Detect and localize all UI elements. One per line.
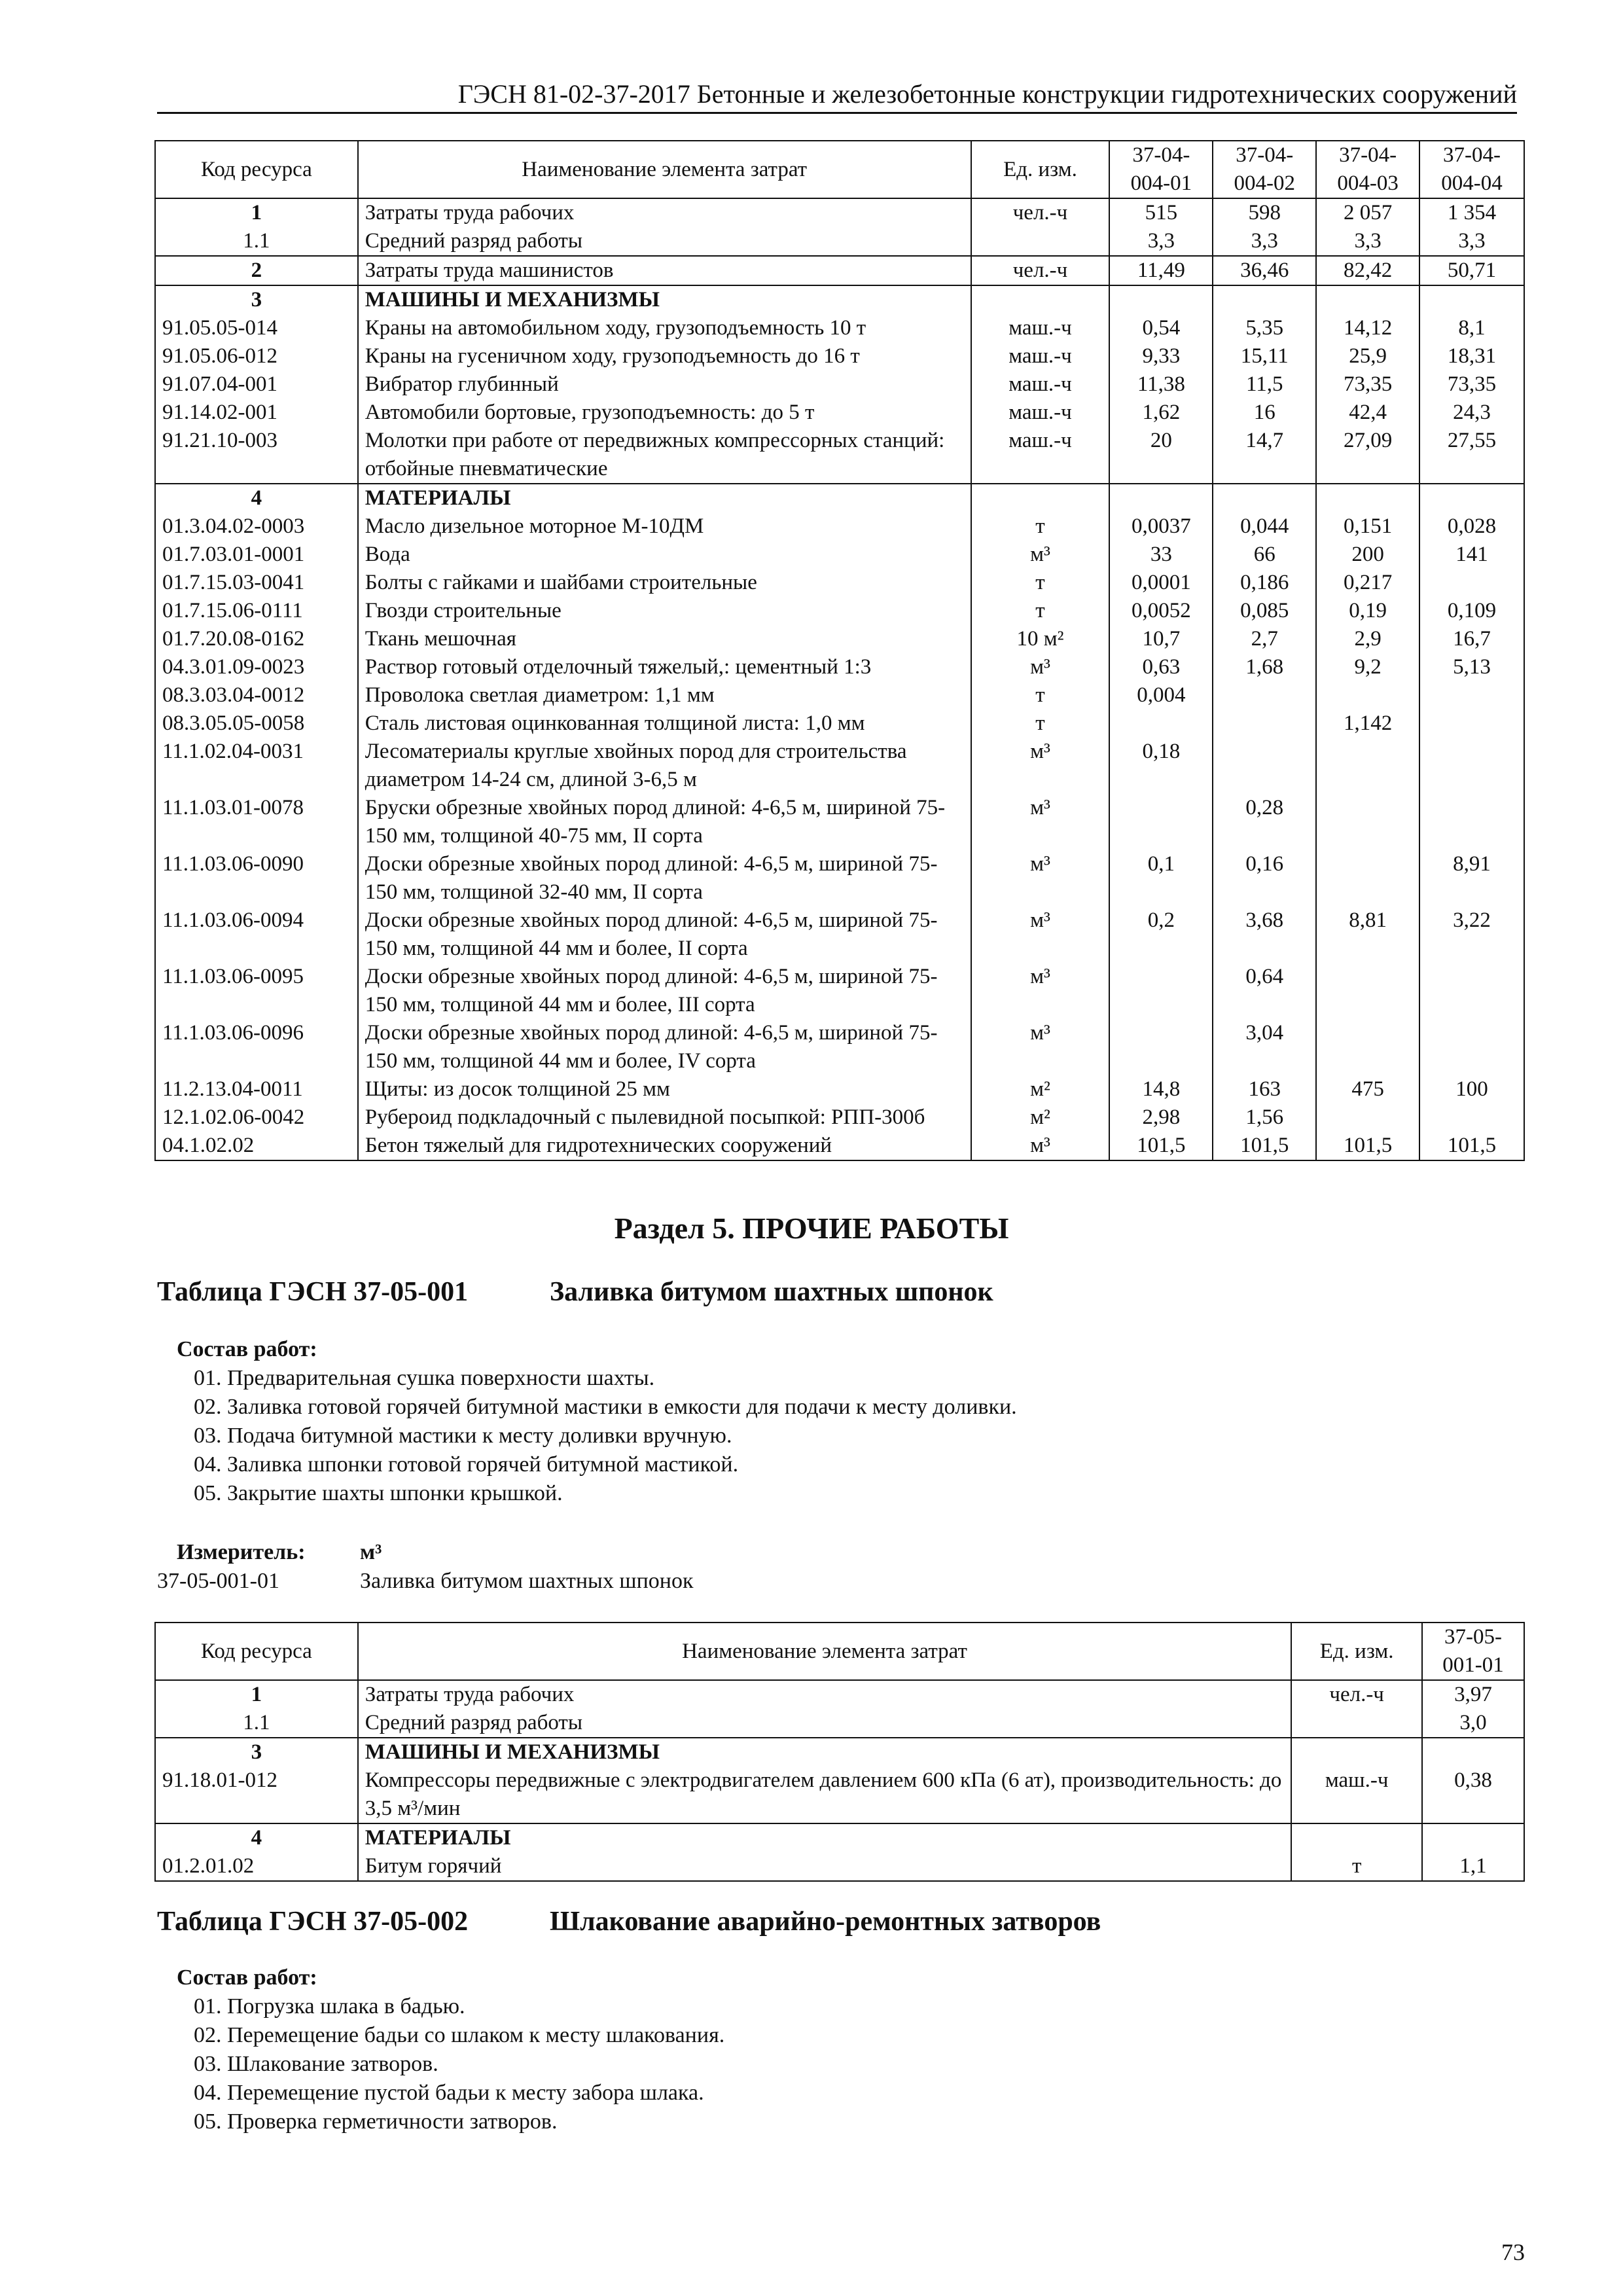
table-row <box>155 681 1524 709</box>
col-header-v4: 37-04-004-04 <box>1419 141 1524 198</box>
cell-value: 1,62 <box>1109 399 1213 427</box>
table-row <box>155 512 1524 541</box>
cell-name: Болты с гайками и шайбами строительные <box>358 569 971 597</box>
cell-value: 0,028 <box>1419 512 1524 541</box>
cell-unit: м³ <box>971 541 1110 569</box>
cell-value <box>1109 709 1213 738</box>
works-item: 01. Предварительная сушка поверхности шахты. <box>194 1366 655 1390</box>
cell-value <box>1316 963 1419 1019</box>
cell-name: Раствор готовый отделочный тяжелый,: цементный 1:3 <box>358 653 971 681</box>
cell-name: Вибратор глубинный <box>358 370 971 399</box>
cell-value: 200 <box>1316 541 1419 569</box>
cell-value <box>1109 963 1213 1019</box>
cell-name: Сталь листовая оцинкованная толщиной листа: 1,0 мм <box>358 709 971 738</box>
cell-value <box>1109 1019 1213 1075</box>
cell-value: 82,42 <box>1316 256 1419 285</box>
cell-unit: м³ <box>971 906 1110 963</box>
table-row <box>155 963 1524 1019</box>
cell-code: 01.7.15.06-0111 <box>155 597 358 625</box>
cell-name: Бруски обрезные хвойных пород длиной: 4-6,5 м, шириной 75-150 мм, толщиной 40-75 мм, II сорта <box>358 794 971 850</box>
works-item: 05. Закрытие шахты шпонки крышкой. <box>194 1481 563 1505</box>
cell-name: Средний разряд работы <box>358 1709 1291 1738</box>
cell-value: 9,2 <box>1316 653 1419 681</box>
cell-code: 1.1 <box>155 227 358 256</box>
measure-value: м³ <box>360 1540 382 1564</box>
cell-name: Краны на автомобильном ходу, грузоподъемность 10 т <box>358 314 971 342</box>
cell-name: Лесоматериалы круглые хвойных пород для строительства диаметром 14-24 см, длиной 3-6,5 м <box>358 738 971 794</box>
cell-code: 04.3.01.09-0023 <box>155 653 358 681</box>
cell-value <box>1213 681 1316 709</box>
cell-value: 0,2 <box>1109 906 1213 963</box>
table-row <box>155 484 1524 512</box>
cell-value: 73,35 <box>1316 370 1419 399</box>
col-header-name: Наименование элемента затрат <box>358 141 971 198</box>
table-title-37-05-002 <box>157 1906 1101 1937</box>
cell-value <box>1109 285 1213 314</box>
cell-unit: маш.-ч <box>1291 1767 1422 1823</box>
table-title-37-05-001 <box>157 1276 993 1308</box>
cell-name: Щиты: из досок толщиной 25 мм <box>358 1075 971 1103</box>
table-row <box>155 1823 1524 1852</box>
cell-unit: маш.-ч <box>971 370 1110 399</box>
cell-code: 91.05.06-012 <box>155 342 358 370</box>
cell-unit: м³ <box>971 1019 1110 1075</box>
cell-code: 4 <box>155 484 358 512</box>
works-item: 03. Шлакование затворов. <box>194 2052 438 2076</box>
measure-label: Измеритель: <box>177 1540 306 1564</box>
table-row <box>155 285 1524 314</box>
cell-value <box>1316 681 1419 709</box>
col-header-v2: 37-04-004-02 <box>1213 141 1316 198</box>
cell-unit: т <box>971 709 1110 738</box>
cell-value: 3,04 <box>1213 1019 1316 1075</box>
cell-name: Затраты труда машинистов <box>358 256 971 285</box>
cell-value: 9,33 <box>1109 342 1213 370</box>
cell-name: Бетон тяжелый для гидротехнических сооружений <box>358 1132 971 1160</box>
cell-name: Затраты труда рабочих <box>358 1680 1291 1709</box>
cell-value: 18,31 <box>1419 342 1524 370</box>
col-header-unit: Ед. изм. <box>971 141 1110 198</box>
cell-value <box>1316 285 1419 314</box>
cell-value: 515 <box>1109 198 1213 227</box>
cell-code: 91.21.10-003 <box>155 427 358 484</box>
table-row <box>155 399 1524 427</box>
cell-value: 16,7 <box>1419 625 1524 653</box>
cell-unit: т <box>1291 1852 1422 1881</box>
works-item: 02. Перемещение бадьи со шлаком к месту шлакования. <box>194 2023 725 2047</box>
cell-unit <box>1291 1738 1422 1767</box>
cell-value <box>1419 1019 1524 1075</box>
cell-name: Ткань мешочная <box>358 625 971 653</box>
cell-code: 01.7.20.08-0162 <box>155 625 358 653</box>
cell-value <box>1422 1823 1524 1852</box>
cell-name: Доски обрезные хвойных пород длиной: 4-6,5 м, шириной 75-150 мм, толщиной 44 мм и более, III сорта <box>358 963 971 1019</box>
cell-unit: т <box>971 597 1110 625</box>
cell-value: 0,0037 <box>1109 512 1213 541</box>
cell-value: 5,35 <box>1213 314 1316 342</box>
cell-name: Гвозди строительные <box>358 597 971 625</box>
cell-value <box>1419 709 1524 738</box>
section-title: Раздел 5. ПРОЧИЕ РАБОТЫ <box>614 1211 1009 1245</box>
cell-value: 101,5 <box>1109 1132 1213 1160</box>
works-item: 04. Перемещение пустой бадьи к месту забора шлака. <box>194 2081 704 2105</box>
cell-unit: м³ <box>971 963 1110 1019</box>
works-heading: Состав работ: <box>177 1965 317 1990</box>
cell-value: 0,085 <box>1213 597 1316 625</box>
cell-value: 25,9 <box>1316 342 1419 370</box>
cell-value: 8,81 <box>1316 906 1419 963</box>
cell-name: Молотки при работе от передвижных компрессорных станций: отбойные пневматические <box>358 427 971 484</box>
table-number: Таблица ГЭСН 37-05-002 <box>157 1907 469 1937</box>
cell-unit: маш.-ч <box>971 314 1110 342</box>
cell-code: 11.2.13.04-0011 <box>155 1075 358 1103</box>
cell-value: 1 354 <box>1419 198 1524 227</box>
cell-value <box>1419 738 1524 794</box>
table-row <box>155 1019 1524 1075</box>
cell-unit: маш.-ч <box>971 427 1110 484</box>
cell-value <box>1316 1103 1419 1132</box>
cell-value: 16 <box>1213 399 1316 427</box>
cell-name: Доски обрезные хвойных пород длиной: 4-6,5 м, шириной 75-150 мм, толщиной 44 мм и более, II сорта <box>358 906 971 963</box>
cell-code: 11.1.03.06-0095 <box>155 963 358 1019</box>
cell-name: Доски обрезные хвойных пород длиной: 4-6,5 м, шириной 75-150 мм, толщиной 44 мм и более, IV сорта <box>358 1019 971 1075</box>
cell-value: 42,4 <box>1316 399 1419 427</box>
cell-unit: м³ <box>971 653 1110 681</box>
cell-unit: маш.-ч <box>971 399 1110 427</box>
cell-unit: м³ <box>971 794 1110 850</box>
cell-name: Доски обрезные хвойных пород длиной: 4-6,5 м, шириной 75-150 мм, толщиной 32-40 мм, II сорта <box>358 850 971 906</box>
cell-code: 1.1 <box>155 1709 358 1738</box>
cell-unit <box>1291 1709 1422 1738</box>
cell-name: МАШИНЫ И МЕХАНИЗМЫ <box>358 285 971 314</box>
cell-value: 3,3 <box>1316 227 1419 256</box>
cell-value: 3,3 <box>1419 227 1524 256</box>
cell-value: 66 <box>1213 541 1316 569</box>
cell-value <box>1419 681 1524 709</box>
cell-code: 3 <box>155 285 358 314</box>
resource-table-body <box>155 198 1524 1160</box>
cell-unit <box>971 285 1110 314</box>
cell-name: Автомобили бортовые, грузоподъемность: до 5 т <box>358 399 971 427</box>
page-number: 73 <box>1501 2239 1525 2265</box>
cell-unit: чел.-ч <box>971 198 1110 227</box>
cell-value: 14,7 <box>1213 427 1316 484</box>
table-row <box>155 1767 1524 1823</box>
cell-value <box>1213 738 1316 794</box>
cell-code: 11.1.03.06-0090 <box>155 850 358 906</box>
table-name: Заливка битумом шахтных шпонок <box>550 1277 993 1307</box>
table-row <box>155 227 1524 256</box>
cell-value: 3,97 <box>1422 1680 1524 1709</box>
cell-value: 20 <box>1109 427 1213 484</box>
cell-value: 2 057 <box>1316 198 1419 227</box>
cell-unit: м³ <box>971 1132 1110 1160</box>
cell-value: 0,18 <box>1109 738 1213 794</box>
cell-unit: т <box>971 569 1110 597</box>
cell-code: 11.1.02.04-0031 <box>155 738 358 794</box>
cell-name: Краны на гусеничном ходу, грузоподъемность до 16 т <box>358 342 971 370</box>
cell-value: 8,91 <box>1419 850 1524 906</box>
cell-value: 0,28 <box>1213 794 1316 850</box>
works-item: 01. Погрузка шлака в бадью. <box>194 1994 465 2018</box>
cell-value <box>1213 285 1316 314</box>
table-row <box>155 1132 1524 1160</box>
cell-value: 0,64 <box>1213 963 1316 1019</box>
cell-code: 01.7.15.03-0041 <box>155 569 358 597</box>
cell-code: 1 <box>155 1680 358 1709</box>
cell-code: 91.18.01-012 <box>155 1767 358 1823</box>
cell-value: 101,5 <box>1316 1132 1419 1160</box>
cell-code: 1 <box>155 198 358 227</box>
cell-value: 33 <box>1109 541 1213 569</box>
cell-value: 0,004 <box>1109 681 1213 709</box>
table-row <box>155 906 1524 963</box>
works-list-37-05-002 <box>177 1964 724 2136</box>
col-header-unit: Ед. изм. <box>1291 1623 1422 1680</box>
cell-value: 3,3 <box>1213 227 1316 256</box>
table-number: Таблица ГЭСН 37-05-001 <box>157 1277 469 1307</box>
cell-code: 2 <box>155 256 358 285</box>
cell-name: Компрессоры передвижные с электродвигателем давлением 600 кПа (6 ат), производительность: до 3,5 м³/мин <box>358 1767 1291 1823</box>
resource-table-body <box>155 1680 1524 1881</box>
cell-value: 1,1 <box>1422 1852 1524 1881</box>
cell-value: 1,68 <box>1213 653 1316 681</box>
cell-value: 100 <box>1419 1075 1524 1103</box>
table-row <box>155 541 1524 569</box>
cell-value: 598 <box>1213 198 1316 227</box>
cell-unit: т <box>971 681 1110 709</box>
cell-name: Средний разряд работы <box>358 227 971 256</box>
table-row <box>155 709 1524 738</box>
cell-code: 11.1.03.06-0094 <box>155 906 358 963</box>
cell-value: 2,98 <box>1109 1103 1213 1132</box>
col-header-v3: 37-04-004-03 <box>1316 141 1419 198</box>
cell-value: 163 <box>1213 1075 1316 1103</box>
cell-unit: маш.-ч <box>971 342 1110 370</box>
cell-code: 08.3.05.05-0058 <box>155 709 358 738</box>
cell-code: 01.2.01.02 <box>155 1852 358 1881</box>
col-header-name: Наименование элемента затрат <box>358 1623 1291 1680</box>
cell-unit <box>971 484 1110 512</box>
cell-value <box>1419 484 1524 512</box>
cell-value: 8,1 <box>1419 314 1524 342</box>
works-item: 03. Подача битумной мастики к месту доливки вручную. <box>194 1424 732 1448</box>
cell-value <box>1316 1019 1419 1075</box>
cell-value: 3,68 <box>1213 906 1316 963</box>
cell-name: Вода <box>358 541 971 569</box>
cell-value <box>1316 794 1419 850</box>
norm-code: 37-05-001-01 <box>157 1569 279 1593</box>
cell-value: 2,7 <box>1213 625 1316 653</box>
cell-value: 0,54 <box>1109 314 1213 342</box>
cell-value: 1,142 <box>1316 709 1419 738</box>
cell-value: 73,35 <box>1419 370 1524 399</box>
cell-code: 11.1.03.01-0078 <box>155 794 358 850</box>
table-row <box>155 850 1524 906</box>
table-row <box>155 625 1524 653</box>
table-row <box>155 1852 1524 1881</box>
cell-code: 91.05.05-014 <box>155 314 358 342</box>
cell-name: МАШИНЫ И МЕХАНИЗМЫ <box>358 1738 1291 1767</box>
works-heading: Состав работ: <box>177 1337 317 1361</box>
cell-value: 14,8 <box>1109 1075 1213 1103</box>
cell-code: 04.1.02.02 <box>155 1132 358 1160</box>
cell-name: Масло дизельное моторное М-10ДМ <box>358 512 971 541</box>
cell-value: 36,46 <box>1213 256 1316 285</box>
cell-value: 0,186 <box>1213 569 1316 597</box>
cell-value: 0,38 <box>1422 1767 1524 1823</box>
table-row <box>155 738 1524 794</box>
cell-value: 11,38 <box>1109 370 1213 399</box>
cell-unit: чел.-ч <box>971 256 1110 285</box>
table-row <box>155 569 1524 597</box>
cell-value: 141 <box>1419 541 1524 569</box>
cell-unit: м³ <box>971 738 1110 794</box>
table-row <box>155 1103 1524 1132</box>
cell-value: 0,0001 <box>1109 569 1213 597</box>
table-row <box>155 198 1524 227</box>
cell-unit <box>1291 1823 1422 1852</box>
cell-value: 15,11 <box>1213 342 1316 370</box>
cell-code: 4 <box>155 1823 358 1852</box>
cell-code: 3 <box>155 1738 358 1767</box>
col-header-code: Код ресурса <box>155 1623 358 1680</box>
cell-value: 3,22 <box>1419 906 1524 963</box>
cell-value: 0,19 <box>1316 597 1419 625</box>
cell-value: 0,044 <box>1213 512 1316 541</box>
table-row <box>155 1738 1524 1767</box>
cell-value <box>1316 738 1419 794</box>
table-row <box>155 597 1524 625</box>
table-row <box>155 1709 1524 1738</box>
table-row <box>155 1680 1524 1709</box>
works-list-37-05-001 <box>177 1335 1017 1508</box>
col-header-v1: 37-04-004-01 <box>1109 141 1213 198</box>
table-row <box>155 314 1524 342</box>
cell-value <box>1419 285 1524 314</box>
table-name: Шлакование аварийно-ремонтных затворов <box>550 1907 1101 1937</box>
cell-value: 101,5 <box>1213 1132 1316 1160</box>
cell-value: 1,56 <box>1213 1103 1316 1132</box>
cell-value: 50,71 <box>1419 256 1524 285</box>
cell-value <box>1419 1103 1524 1132</box>
table-row <box>155 370 1524 399</box>
cell-value <box>1109 484 1213 512</box>
table-row <box>155 653 1524 681</box>
cell-value <box>1213 484 1316 512</box>
cell-code: 01.7.03.01-0001 <box>155 541 358 569</box>
works-item: 02. Заливка готовой горячей битумной мастики в емкости для подачи к месту доливки. <box>194 1395 1017 1419</box>
table-row <box>155 1075 1524 1103</box>
cell-unit: т <box>971 512 1110 541</box>
cell-code: 91.07.04-001 <box>155 370 358 399</box>
cell-code: 12.1.02.06-0042 <box>155 1103 358 1132</box>
cell-value <box>1213 709 1316 738</box>
cell-name: МАТЕРИАЛЫ <box>358 484 971 512</box>
cell-unit: м² <box>971 1103 1110 1132</box>
cell-value: 0,109 <box>1419 597 1524 625</box>
cell-unit: м² <box>971 1075 1110 1103</box>
cell-value <box>1422 1738 1524 1767</box>
cell-value: 3,3 <box>1109 227 1213 256</box>
cell-name: Проволока светлая диаметром: 1,1 мм <box>358 681 971 709</box>
cell-value: 0,1 <box>1109 850 1213 906</box>
cell-code: 01.3.04.02-0003 <box>155 512 358 541</box>
cell-value: 475 <box>1316 1075 1419 1103</box>
table-row <box>155 342 1524 370</box>
works-item: 05. Проверка герметичности затворов. <box>194 2109 558 2134</box>
table-row <box>155 427 1524 484</box>
cell-value: 0,217 <box>1316 569 1419 597</box>
resource-table-37-05-001 <box>154 1622 1525 1882</box>
cell-code: 91.14.02-001 <box>155 399 358 427</box>
cell-value <box>1419 794 1524 850</box>
cell-name: МАТЕРИАЛЫ <box>358 1823 1291 1852</box>
cell-value: 5,13 <box>1419 653 1524 681</box>
cell-value: 10,7 <box>1109 625 1213 653</box>
col-header-v1: 37-05-001-01 <box>1422 1623 1524 1680</box>
cell-unit: чел.-ч <box>1291 1680 1422 1709</box>
cell-value: 24,3 <box>1419 399 1524 427</box>
col-header-code: Код ресурса <box>155 141 358 198</box>
cell-name: Битум горячий <box>358 1852 1291 1881</box>
works-item: 04. Заливка шпонки готовой горячей битумной мастикой. <box>194 1452 739 1477</box>
cell-value: 11,5 <box>1213 370 1316 399</box>
cell-code: 11.1.03.06-0096 <box>155 1019 358 1075</box>
table-row <box>155 794 1524 850</box>
cell-value: 3,0 <box>1422 1709 1524 1738</box>
norm-name: Заливка битумом шахтных шпонок <box>360 1569 694 1593</box>
cell-value: 101,5 <box>1419 1132 1524 1160</box>
cell-value <box>1316 850 1419 906</box>
cell-value: 14,12 <box>1316 314 1419 342</box>
table-row <box>155 256 1524 285</box>
resource-table-37-04-004 <box>154 140 1525 1161</box>
cell-name: Затраты труда рабочих <box>358 198 971 227</box>
cell-value <box>1316 484 1419 512</box>
cell-unit: м³ <box>971 850 1110 906</box>
cell-value: 0,0052 <box>1109 597 1213 625</box>
cell-unit: 10 м² <box>971 625 1110 653</box>
cell-value: 2,9 <box>1316 625 1419 653</box>
cell-name: Рубероид подкладочный с пылевидной посыпкой: РПП-300б <box>358 1103 971 1132</box>
cell-value <box>1109 794 1213 850</box>
cell-value <box>1419 569 1524 597</box>
cell-value: 27,09 <box>1316 427 1419 484</box>
measure-block <box>157 1538 694 1596</box>
cell-unit <box>971 227 1110 256</box>
cell-value <box>1419 963 1524 1019</box>
running-header: ГЭСН 81-02-37-2017 Бетонные и железобетонные конструкции гидротехнических сооружений <box>157 79 1517 114</box>
cell-value: 11,49 <box>1109 256 1213 285</box>
cell-value: 27,55 <box>1419 427 1524 484</box>
cell-value: 0,63 <box>1109 653 1213 681</box>
cell-code: 08.3.03.04-0012 <box>155 681 358 709</box>
cell-value: 0,16 <box>1213 850 1316 906</box>
cell-value: 0,151 <box>1316 512 1419 541</box>
